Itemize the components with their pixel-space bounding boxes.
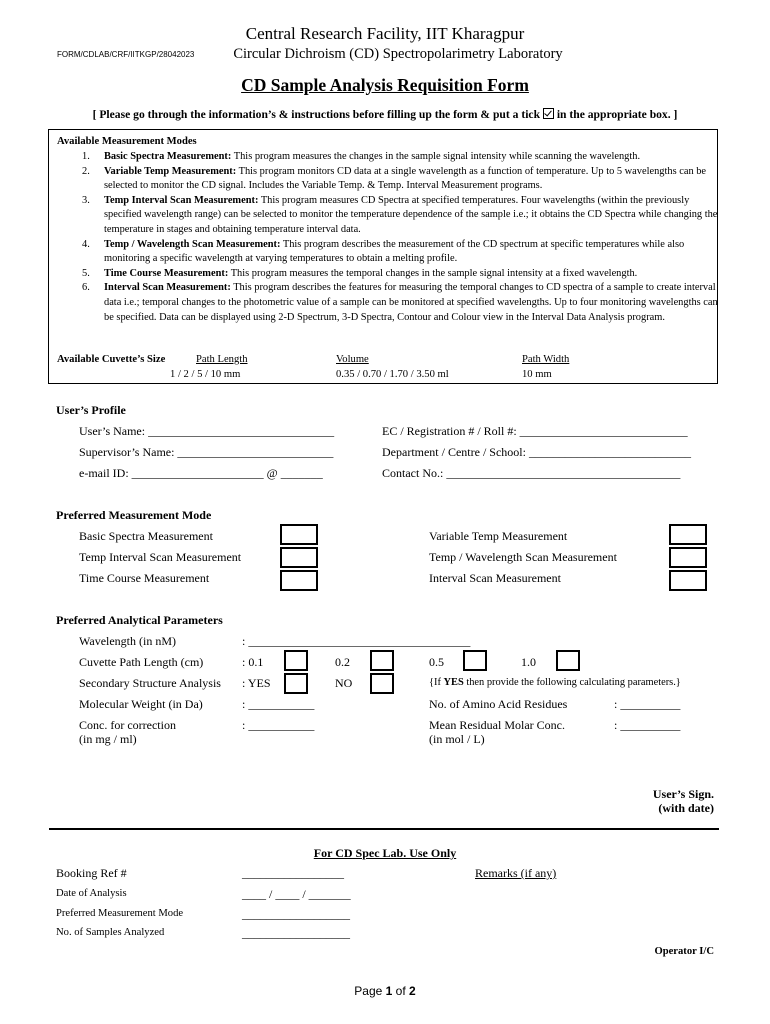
date-field[interactable]: ____ / ____ / _______ bbox=[242, 887, 351, 901]
mrmc-field[interactable]: : __________ bbox=[614, 718, 681, 732]
tick-box-icon bbox=[543, 108, 554, 119]
path-width-head: Path Width bbox=[522, 354, 570, 365]
mode-option-label: Time Course Measurement bbox=[79, 571, 210, 585]
mode-item: 6. Interval Scan Measurement: This program describes the features for measuring the temporal changes to CD spectra of a sample to create interval data i.e.; temporal changes to the photometric value of a sample can be monitored at specified wavelengths. Up to four monitoring wavelengths can be specified. Data can be displayed using 2-D Spectrum, 3-D Spectra, Contour and Colour view in the Interval Data Analysis program. bbox=[82, 282, 718, 323]
temp-interval-checkbox[interactable] bbox=[280, 547, 318, 568]
mode-item: 2. Variable Temp Measurement: This program monitors CD data at a single wavelength as a function of temperature. Up to 5 wavelengths can be selected to monitor the CD signal. Includes the Variable Temp. & Temp. Interval Measurement programs. bbox=[82, 165, 707, 192]
cuvette-0.2-checkbox[interactable] bbox=[370, 650, 394, 671]
cuvette-0.1-checkbox[interactable] bbox=[284, 650, 308, 671]
cuvette-label: Available Cuvette’s Size bbox=[57, 354, 166, 365]
secondary-yes-checkbox[interactable] bbox=[284, 673, 308, 694]
department-field[interactable]: Department / Centre / School: ___________________________ bbox=[382, 445, 691, 459]
cuvette-0.5-checkbox[interactable] bbox=[463, 650, 487, 671]
cuvette-option-label: : 0.1 bbox=[242, 655, 264, 669]
users-name-field[interactable]: User’s Name: _______________________________ bbox=[79, 424, 335, 438]
basic-spectra-checkbox[interactable] bbox=[280, 524, 318, 545]
conc-label: Conc. for correction bbox=[79, 718, 176, 732]
page-number: Page 1 of 2 bbox=[354, 984, 416, 998]
divider bbox=[49, 828, 719, 830]
cuvette-1.0-checkbox[interactable] bbox=[556, 650, 580, 671]
path-width-value: 10 mm bbox=[522, 369, 552, 380]
interval-scan-checkbox[interactable] bbox=[669, 570, 707, 591]
variable-temp-checkbox[interactable] bbox=[669, 524, 707, 545]
secondary-structure-label: Secondary Structure Analysis bbox=[79, 676, 221, 690]
lab-mode-label: Preferred Measurement Mode bbox=[56, 908, 184, 919]
lab-use-heading: For CD Spec Lab. Use Only bbox=[313, 846, 457, 860]
mode-option-label: Basic Spectra Measurement bbox=[79, 529, 213, 543]
email-field[interactable]: e-mail ID: ______________________ @ _______ bbox=[79, 466, 323, 480]
cuvette-option-label: 0.5 bbox=[429, 655, 444, 669]
booking-field[interactable]: _________________ bbox=[242, 866, 344, 880]
volume-head: Volume bbox=[336, 354, 369, 365]
cuvette-option-label: 1.0 bbox=[521, 655, 536, 669]
users-sign-label: User’s Sign. bbox=[652, 787, 714, 801]
instruction-text-before: [ Please go through the information’s & instructions before filling up the form & put a tick bbox=[92, 108, 541, 121]
modes-heading: Available Measurement Modes bbox=[57, 136, 197, 147]
cuvette-path-label: Cuvette Path Length (cm) bbox=[79, 655, 204, 669]
info-box bbox=[48, 129, 718, 384]
amino-acid-field[interactable]: : __________ bbox=[614, 697, 681, 711]
mode-option-label: Temp Interval Scan Measurement bbox=[79, 550, 242, 564]
lab-title: Circular Dichroism (CD) Spectropolarimetry Laboratory bbox=[233, 46, 563, 62]
mode-item: 3. Temp Interval Scan Measurement: This program measures CD Spectra at specified temperatures. Four wavelengths (within the previously specified wavelength range) can be selected to monitor the temperature dependence of the sample i.e.; it obtains the CD Spectra while changing the temperature in stages and obtaining temperature interval data. bbox=[82, 194, 718, 235]
form-title: CD Sample Analysis Requisition Form bbox=[241, 75, 529, 95]
molecular-weight-field[interactable]: : ___________ bbox=[242, 697, 315, 711]
mode-option-label: Variable Temp Measurement bbox=[429, 529, 568, 543]
mode-item: 4. Temp / Wavelength Scan Measurement: This program describes the measurement of the CD spectrum at specific temperatures while also monitoring a specific wavelength at varying temperatures to obtain a melting profile. bbox=[82, 238, 685, 265]
pref-mode-heading: Preferred Measurement Mode bbox=[56, 508, 212, 522]
operator-label: Operator I/C bbox=[654, 946, 714, 957]
date-label: Date of Analysis bbox=[56, 888, 127, 899]
conc-unit-label: (in mg / ml) bbox=[79, 732, 137, 746]
lab-mode-field[interactable]: __________________ bbox=[242, 907, 350, 921]
params-heading: Preferred Analytical Parameters bbox=[56, 613, 223, 627]
volume-value: 0.35 / 0.70 / 1.70 / 3.50 ml bbox=[336, 369, 449, 380]
yes-label: : YES bbox=[242, 676, 271, 690]
secondary-note: {If YES then provide the following calculating parameters.} bbox=[429, 677, 681, 688]
amino-acid-label: No. of Amino Acid Residues bbox=[429, 697, 568, 711]
mode-option-label: Temp / Wavelength Scan Measurement bbox=[429, 550, 617, 564]
samples-label: No. of Samples Analyzed bbox=[56, 927, 165, 938]
instruction-line bbox=[0, 108, 770, 121]
no-label: NO bbox=[335, 676, 353, 690]
booking-label: Booking Ref # bbox=[56, 866, 127, 880]
modes-list bbox=[57, 150, 721, 325]
with-date-label: (with date) bbox=[658, 801, 714, 815]
registration-field[interactable]: EC / Registration # / Roll #: ____________________________ bbox=[382, 424, 688, 438]
path-length-head: Path Length bbox=[196, 354, 248, 365]
mode-option-label: Interval Scan Measurement bbox=[429, 571, 561, 585]
remarks-label: Remarks (if any) bbox=[475, 866, 557, 880]
wavelength-field[interactable]: : _____________________________________ bbox=[242, 634, 471, 648]
cuvette-option-label: 0.2 bbox=[335, 655, 350, 669]
temp-wavelength-checkbox[interactable] bbox=[669, 547, 707, 568]
mode-item: 5. Time Course Measurement: This program measures the temporal changes in the sample signal intensity at a fixed wavelength. bbox=[82, 267, 638, 279]
time-course-checkbox[interactable] bbox=[280, 570, 318, 591]
molecular-weight-label: Molecular Weight (in Da) bbox=[79, 697, 203, 711]
instruction-text-after: in the appropriate box. ] bbox=[556, 108, 678, 121]
profile-heading: User’s Profile bbox=[56, 403, 126, 417]
form-code: FORM/CDLAB/CRF/IITKGP/28042023 bbox=[57, 50, 195, 59]
mrmc-unit-label: (in mol / L) bbox=[429, 732, 485, 746]
samples-field[interactable]: __________________ bbox=[242, 926, 350, 940]
mode-item: 1. Basic Spectra Measurement: This program measures the changes in the sample signal intensity while scanning the wavelength. bbox=[82, 151, 641, 162]
institute-title: Central Research Facility, IIT Kharagpur bbox=[245, 24, 525, 43]
supervisor-field[interactable]: Supervisor’s Name: __________________________ bbox=[79, 445, 334, 459]
wavelength-label: Wavelength (in nM) bbox=[79, 634, 177, 648]
mrmc-label: Mean Residual Molar Conc. bbox=[429, 718, 565, 732]
secondary-no-checkbox[interactable] bbox=[370, 673, 394, 694]
conc-field[interactable]: : ___________ bbox=[242, 718, 315, 732]
contact-field[interactable]: Contact No.: _______________________________________ bbox=[382, 466, 681, 480]
path-length-value: 1 / 2 / 5 / 10 mm bbox=[170, 369, 241, 380]
